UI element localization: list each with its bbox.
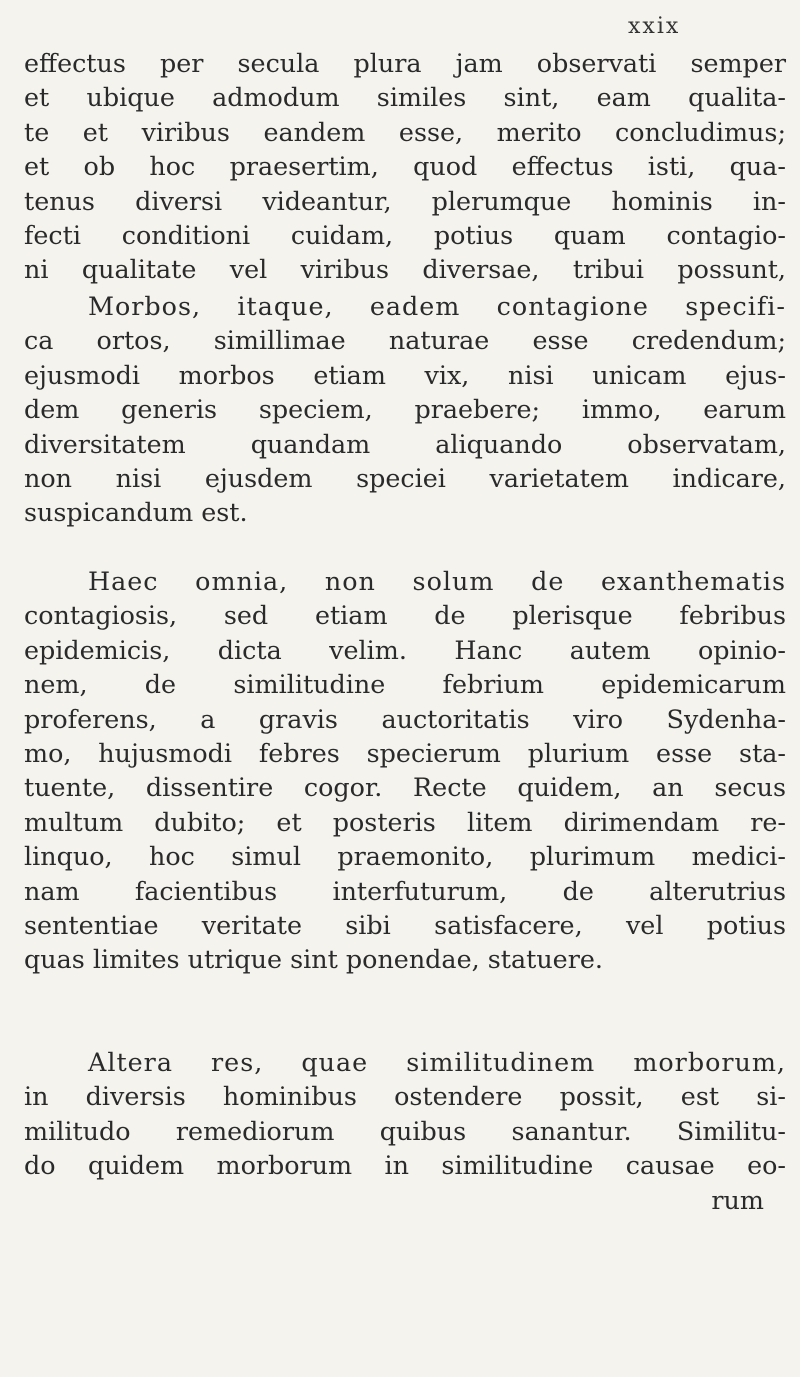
text-line: contagiosis, sed etiam de plerisque febribus bbox=[24, 600, 786, 631]
text-line: tuente, dissentire cogor. Recte quidem, an secus bbox=[24, 772, 786, 803]
text-line: mo, hujusmodi febres specierum plurium esse sta- bbox=[24, 737, 786, 768]
text-line: Altera res, quae similitudinem morborum, bbox=[88, 1047, 786, 1077]
text-line: dem generis speciem, praebere; immo, earum bbox=[24, 394, 786, 425]
text-line: militudo remediorum quibus sanantur. Similitu- bbox=[24, 1115, 786, 1146]
text-line: effectus per secula plura jam observati semper bbox=[24, 48, 786, 78]
text-line: quas limites utrique sint ponendae, statuere. bbox=[24, 944, 603, 975]
text-line: ca ortos, simillimae naturae esse credendum; bbox=[24, 325, 786, 356]
page-number: xxix bbox=[628, 14, 681, 39]
text-line: multum dubito; et posteris litem dirimendam re- bbox=[24, 806, 786, 837]
catchword: rum bbox=[711, 1184, 764, 1215]
text-line: et ob hoc praesertim, quod effectus isti, qua- bbox=[24, 151, 786, 182]
text-line: ejusmodi morbos etiam vix, nisi unicam ejus- bbox=[24, 359, 786, 390]
text-line: fecti conditioni cuidam, potius quam contagio- bbox=[24, 219, 786, 250]
text-line: Haec omnia, non solum de exanthematis bbox=[88, 566, 786, 596]
text-line: tenus diversi videantur, plerumque hominis in- bbox=[24, 185, 786, 216]
text-line: proferens, a gravis auctoritatis viro Sydenha- bbox=[24, 703, 786, 734]
text-line: in diversis hominibus ostendere possit, est si- bbox=[24, 1081, 786, 1112]
paragraph-3 bbox=[24, 564, 786, 977]
text-line: ni qualitate vel viribus diversae, tribui possunt, bbox=[24, 254, 786, 285]
text-line: suspicandum est. bbox=[24, 497, 248, 528]
paragraph-1 bbox=[24, 46, 786, 287]
text-line: non nisi ejusdem speciei varietatem indicare, bbox=[24, 462, 786, 493]
text-line: epidemicis, dicta velim. Hanc autem opinio- bbox=[24, 634, 786, 665]
text-line: et ubique admodum similes sint, eam qualita- bbox=[24, 82, 786, 113]
text-line: nam facientibus interfuturum, de alterutrius bbox=[24, 875, 786, 906]
paragraph-2 bbox=[24, 289, 786, 530]
text-line: diversitatem quandam aliquando observatam, bbox=[24, 428, 786, 459]
text-line: linquo, hoc simul praemonito, plurimum medici- bbox=[24, 841, 786, 872]
paragraph-4 bbox=[24, 1045, 786, 1217]
text-line: nem, de similitudine febrium epidemicarum bbox=[24, 669, 786, 700]
text-line: Morbos, itaque, eadem contagione specifi- bbox=[88, 291, 786, 321]
text-line: do quidem morborum in similitudine causae eo- bbox=[24, 1150, 786, 1181]
text-line: te et viribus eandem esse, merito concludimus; bbox=[24, 116, 786, 147]
text-line: sententiae veritate sibi satisfacere, vel potius bbox=[24, 909, 786, 940]
